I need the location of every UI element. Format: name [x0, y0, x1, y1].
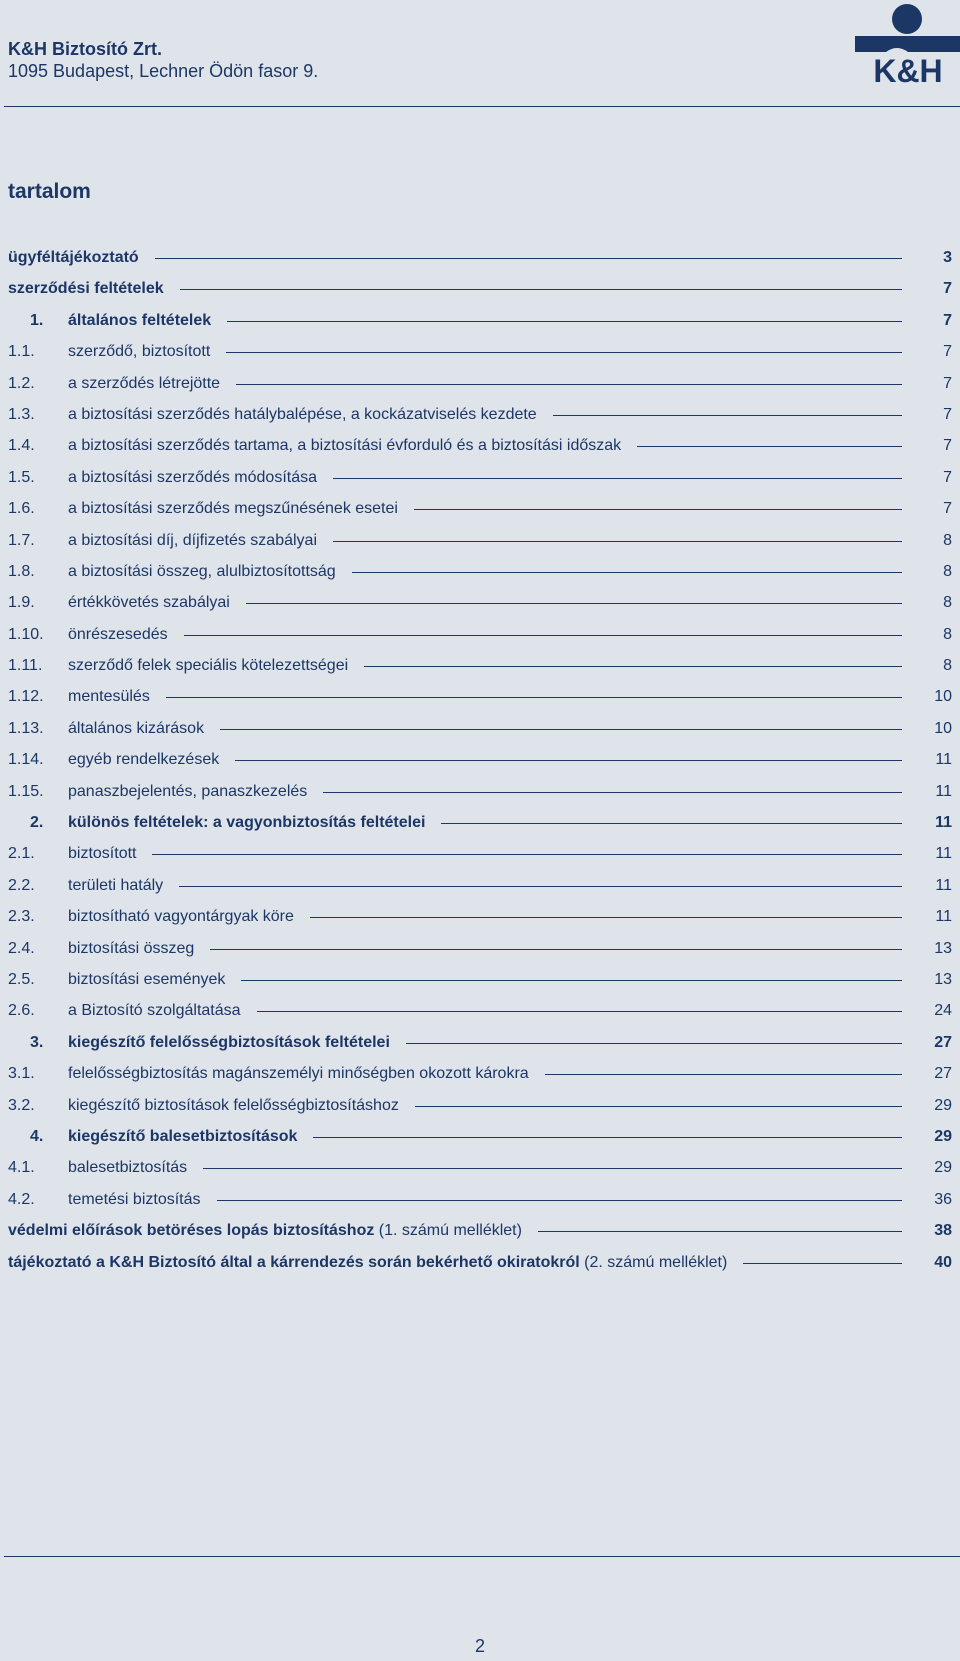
page-number: 2: [474, 1636, 485, 1656]
toc-entry-title-text: a Biztosító szolgáltatása: [68, 1002, 241, 1020]
toc-entry-title: [68, 311, 211, 331]
logo-text: K&H: [873, 53, 943, 88]
toc-leader-line: [236, 374, 902, 385]
toc-entry-page: 7: [943, 405, 952, 423]
toc-entry-title-text: a biztosítási szerződés megszűnésének esetei: [68, 500, 398, 518]
toc-entry-title: [68, 1096, 399, 1116]
toc-entry-number: 1.5.: [8, 468, 35, 486]
toc-leader-line: [220, 719, 902, 730]
toc-entry-page: 29: [934, 1096, 952, 1114]
toc-entry-number: 2.6.: [8, 1002, 35, 1020]
toc-entry-page: 7: [943, 500, 952, 518]
toc-entry-number: 1.12.: [8, 688, 44, 706]
toc-entry-title: [68, 374, 220, 394]
toc-leader-line: [545, 1064, 902, 1075]
toc-entry-number: 1.8.: [8, 562, 35, 580]
company-name: K&H Biztosító Zrt.: [8, 39, 162, 59]
toc-entry-page: 7: [943, 311, 952, 329]
toc-entry-number: 4.: [30, 1127, 44, 1145]
toc-entry-page: 7: [943, 343, 952, 361]
toc-entry[interactable]: [8, 562, 952, 593]
toc-entry[interactable]: [8, 436, 952, 467]
toc-entry-title-text: általános kizárások: [68, 719, 205, 737]
toc-entry-title-text: temetési biztosítás: [68, 1190, 201, 1208]
toc-entry-page: 13: [934, 970, 952, 988]
toc-entry-title-text: balesetbiztosítás: [68, 1159, 188, 1177]
footer-rule: [4, 1556, 960, 1557]
toc-entry-number: 1.15.: [8, 782, 44, 800]
toc-entry-title: [68, 342, 210, 362]
toc-entry-title-text: területi hatály: [68, 876, 164, 894]
toc-leader-line: [184, 625, 902, 636]
toc-entry[interactable]: [8, 374, 952, 405]
toc-entry-title-text: szerződési feltételek: [8, 280, 164, 298]
toc-entry-title-text: szerződő felek speciális kötelezettségei: [68, 657, 349, 675]
toc-leader-line: [217, 1190, 903, 1201]
kh-logo: [852, 0, 960, 88]
toc-entry[interactable]: [8, 687, 952, 718]
toc-entry-title-text: a biztosítási díj, díjfizetés szabályai: [68, 531, 318, 549]
toc-entry-title: [68, 1127, 297, 1147]
toc-leader-line: [313, 1127, 902, 1138]
toc-entry[interactable]: [8, 1253, 952, 1284]
toc-leader-line: [227, 311, 902, 322]
toc-leader-line: [333, 531, 902, 542]
toc-entry-page: 8: [943, 625, 952, 643]
toc-entry-page: 36: [934, 1190, 952, 1208]
toc-entry-number: 2.: [30, 814, 44, 832]
toc-entry-page: 11: [935, 814, 952, 832]
toc-entry-page: 11: [935, 908, 952, 926]
toc-entry[interactable]: [8, 939, 952, 970]
toc-entry-title-text: mentesülés: [68, 688, 150, 706]
toc-entry-page: 29: [934, 1159, 952, 1177]
toc-entry-number: 1.9.: [8, 594, 35, 612]
toc-leader-line: [226, 342, 902, 353]
toc-entry[interactable]: [8, 342, 952, 373]
toc-entry-title: [68, 687, 150, 707]
toc-entry[interactable]: [8, 531, 952, 562]
toc-entry[interactable]: [8, 625, 952, 656]
toc-leader-line: [415, 1096, 902, 1107]
toc-entry-number: 1.2.: [8, 374, 35, 392]
toc-entry-page: 7: [943, 437, 952, 455]
toc-leader-line: [166, 687, 902, 698]
toc-entry-page: 10: [934, 688, 952, 706]
toc-entry-title: [68, 1033, 390, 1053]
toc-entry[interactable]: [8, 782, 952, 813]
toc-entry-title: [68, 970, 225, 990]
toc-entry-title: [68, 1158, 187, 1178]
toc-entry-number: 3.2.: [8, 1096, 35, 1114]
toc-entry-number: 1.6.: [8, 500, 35, 518]
toc-entry-title-text: tájékoztató a K&H Biztosító által a kárrendezés során bekérhető okiratokról: [8, 1253, 580, 1271]
toc-entry-title: [68, 499, 398, 519]
toc-leader-line: [180, 279, 902, 290]
toc-entry[interactable]: [8, 719, 952, 750]
toc-entry-title: [8, 1221, 522, 1241]
toc-entry-page: 3: [943, 249, 952, 266]
toc-entry-title-text: ügyféltájékoztató: [8, 249, 139, 266]
toc-entry-number: 2.2.: [8, 876, 35, 894]
toc-entry-title-text: szerződő, biztosított: [68, 343, 211, 361]
toc-title: tartalom: [8, 180, 91, 203]
toc-entry-page: 27: [934, 1065, 952, 1083]
toc-entry-number: 2.3.: [8, 908, 35, 926]
toc-entry-title: [68, 939, 194, 959]
toc-entry-title-text: egyéb rendelkezések: [68, 751, 220, 769]
toc-entry-title-text: kiegészítő felelősségbiztosítások feltételei: [68, 1033, 390, 1051]
toc-entry-page: 7: [943, 374, 952, 392]
toc-entry[interactable]: [8, 750, 952, 781]
toc-leader-line: [257, 1001, 902, 1012]
toc-entry-number: 2.4.: [8, 939, 35, 957]
toc-entry-number: 1.14.: [8, 751, 44, 769]
toc-leader-line: [203, 1158, 902, 1169]
toc-leader-line: [152, 844, 902, 855]
toc-entry[interactable]: [8, 405, 952, 436]
toc-leader-line: [241, 970, 902, 981]
toc-leader-line: [323, 782, 902, 793]
toc-entry[interactable]: [8, 813, 952, 844]
toc-entry[interactable]: [8, 656, 952, 687]
toc-entry-title-text: a szerződés létrejötte: [68, 374, 221, 392]
toc-leader-line: [364, 656, 902, 667]
header: [8, 38, 318, 82]
toc-entry-page: 27: [934, 1033, 952, 1051]
toc-entry-title: [68, 656, 348, 676]
toc-entry-number: 1.7.: [8, 531, 35, 549]
toc-entry-title: [68, 719, 204, 739]
toc-entry-page: 11: [935, 845, 952, 863]
toc-leader-line: [352, 562, 902, 573]
toc-entry-title: [68, 405, 537, 425]
toc-entry-page: 11: [935, 751, 952, 769]
toc-entry[interactable]: [8, 1127, 952, 1158]
toc-entry-title: [8, 248, 139, 268]
toc-leader-line: [406, 1033, 902, 1044]
toc-entry-title: [68, 750, 219, 770]
toc-entry-title: [68, 531, 317, 551]
toc-entry-number: 3.1.: [8, 1065, 35, 1083]
toc-entry[interactable]: [8, 907, 952, 938]
toc-entry-title-text: biztosítási összeg: [68, 939, 195, 957]
toc-entry-title-text: a biztosítási szerződés hatálybalépése, a kockázatviselés kezdete: [68, 405, 537, 423]
toc-entry-number: 2.1.: [8, 845, 35, 863]
toc-entry[interactable]: [8, 1033, 952, 1064]
toc-entry-title-text: kiegészítő balesetbiztosítások: [68, 1127, 298, 1145]
toc-leader-line: [179, 876, 902, 887]
toc-entry-page: 7: [943, 468, 952, 486]
toc-entry-note: (2. számú melléklet): [579, 1253, 728, 1271]
toc-entry-page: 8: [943, 594, 952, 612]
toc-entry-title-text: biztosítható vagyontárgyak köre: [68, 908, 294, 926]
toc-entry-title: [68, 436, 621, 456]
toc-leader-line: [235, 750, 902, 761]
toc-leader-line: [538, 1221, 902, 1232]
toc-entry[interactable]: [8, 1096, 952, 1127]
toc-leader-line: [246, 593, 902, 604]
toc-entry-title: [68, 593, 230, 613]
toc-leader-line: [414, 499, 902, 510]
toc-entry-title-text: védelmi előírások betöréses lopás biztosításhoz: [8, 1222, 375, 1240]
toc-leader-line: [333, 468, 902, 479]
toc-entry[interactable]: [8, 876, 952, 907]
toc-entry-number: 1.11.: [8, 657, 43, 675]
toc-entry-title-text: különös feltételek: a vagyonbiztosítás feltételei: [68, 814, 426, 832]
toc-entry-number: 4.1.: [8, 1159, 35, 1177]
company-address: 1095 Budapest, Lechner Ödön fasor 9.: [8, 61, 319, 81]
toc-entry-page: 11: [935, 876, 952, 894]
toc-entry-title: [68, 468, 317, 488]
toc-entry-number: 3.: [30, 1033, 44, 1051]
toc-entry-page: 8: [943, 562, 952, 580]
toc-leader-line: [743, 1253, 902, 1264]
toc-entry-title-text: értékkövetés szabályai: [68, 594, 230, 612]
toc-entry-page: 8: [943, 531, 952, 549]
toc-leader-line: [310, 907, 902, 918]
toc-entry[interactable]: [8, 1158, 952, 1189]
toc-entry[interactable]: [8, 499, 952, 530]
toc-entry[interactable]: [8, 311, 952, 342]
toc-entry-number: 1.4.: [8, 437, 35, 455]
toc-entry-page: 7: [943, 280, 952, 298]
toc-entry-title: [68, 562, 336, 582]
header-rule: [4, 106, 960, 107]
toc-entry-number: 1.: [30, 311, 44, 329]
toc-entry-number: 2.5.: [8, 970, 35, 988]
toc-entry[interactable]: [8, 279, 952, 310]
toc-entry-number: 1.13.: [8, 719, 44, 737]
toc-entry-title: [68, 813, 425, 833]
toc-entry-title-text: a biztosítási összeg, alulbiztosítottság: [68, 562, 336, 580]
toc-entry-title: [68, 876, 163, 896]
toc-entry-title: [68, 1001, 241, 1021]
toc-entry-page: 29: [934, 1127, 952, 1145]
toc-entry-title-text: önrészesedés: [68, 625, 168, 643]
toc-leader-line: [553, 405, 902, 416]
toc-entry[interactable]: [8, 1001, 952, 1032]
toc-leader-line: [441, 813, 902, 824]
toc-entry-title-text: biztosított: [68, 845, 137, 863]
toc-entry-title-text: a biztosítási szerződés módosítása: [68, 468, 318, 486]
toc-entry[interactable]: [8, 844, 952, 875]
toc-entry[interactable]: [8, 468, 952, 499]
toc-entry-number: 1.1.: [8, 343, 35, 361]
toc-entry[interactable]: [8, 248, 952, 279]
toc-entry-title: [68, 1190, 201, 1210]
toc-entry-page: 11: [935, 782, 952, 800]
toc-entry-page: 13: [934, 939, 952, 957]
toc-entry-number: 1.3.: [8, 405, 35, 423]
toc-entry-title: [68, 1064, 529, 1084]
toc-entry[interactable]: [8, 1190, 952, 1221]
toc-entry-title-text: a biztosítási szerződés tartama, a biztosítási évforduló és a biztosítási időszak: [68, 437, 622, 455]
table-of-contents: [8, 248, 952, 1284]
toc-entry-page: 24: [934, 1002, 952, 1020]
toc-entry-note: (1. számú melléklet): [374, 1222, 522, 1240]
toc-leader-line: [210, 939, 902, 950]
toc-leader-line: [637, 436, 902, 447]
toc-entry-title: [68, 907, 294, 927]
toc-entry[interactable]: [8, 1221, 952, 1252]
toc-leader-line: [155, 248, 902, 259]
toc-entry-title-text: felelősségbiztosítás magánszemélyi minőségben okozott károkra: [68, 1065, 529, 1083]
toc-entry-page: 8: [943, 657, 952, 675]
toc-entry-title-text: kiegészítő biztosítások felelősségbiztosításhoz: [68, 1096, 399, 1114]
toc-entry-title-text: biztosítási események: [68, 970, 226, 988]
toc-entry[interactable]: [8, 593, 952, 624]
toc-entry-title: [68, 844, 136, 864]
toc-entry-number: 4.2.: [8, 1190, 35, 1208]
toc-entry-page: 40: [934, 1253, 952, 1271]
toc-entry-title-text: panaszbejelentés, panaszkezelés: [68, 782, 308, 800]
toc-entry-title: [8, 279, 164, 299]
toc-entry-page: 38: [934, 1222, 952, 1240]
toc-entry-title: [68, 782, 307, 802]
toc-entry-page: 10: [934, 719, 952, 737]
toc-entry[interactable]: [8, 970, 952, 1001]
toc-entry-title: [68, 625, 168, 645]
toc-entry[interactable]: [8, 1064, 952, 1095]
toc-entry-number: 1.10.: [8, 625, 44, 643]
toc-entry-title: [8, 1253, 727, 1273]
toc-entry-title-text: általános feltételek: [68, 311, 212, 329]
